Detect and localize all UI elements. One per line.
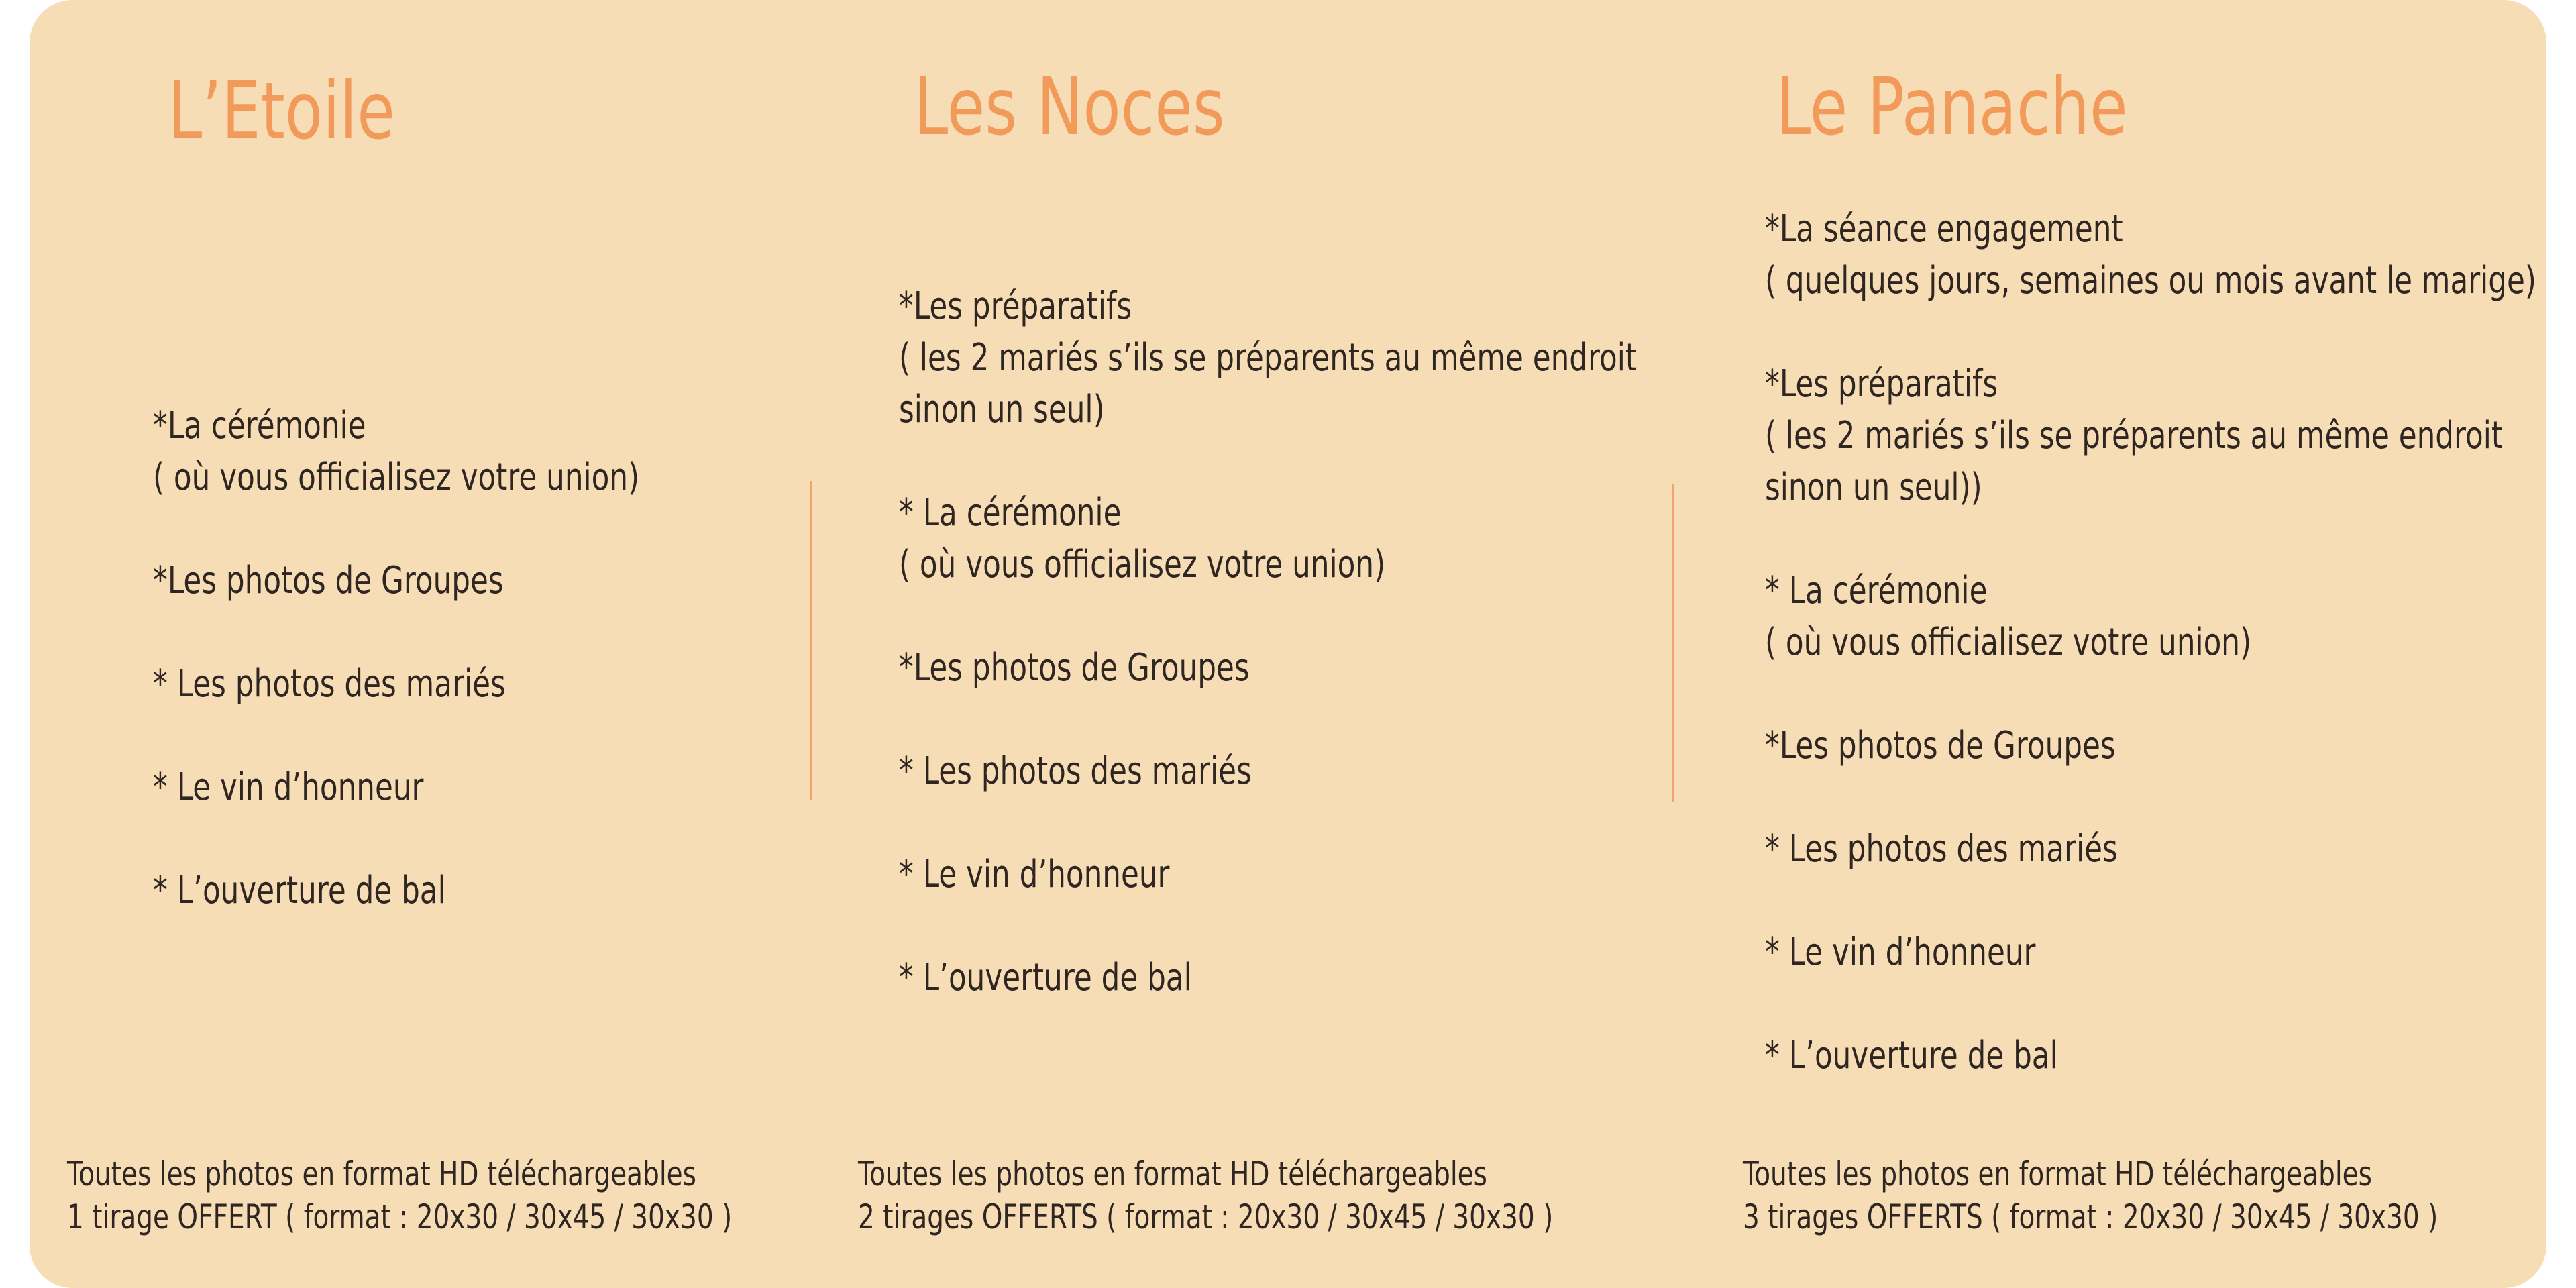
list-item	[899, 642, 1637, 694]
item-line: ( où vous officialisez votre union)	[153, 455, 640, 499]
item-line: *Les préparatifs	[899, 284, 1132, 328]
list-item	[153, 865, 639, 916]
list-item	[153, 761, 639, 813]
item-line: * L’ouverture de bal	[899, 956, 1192, 1000]
list-item	[1765, 720, 2536, 771]
item-line: * La cérémonie	[899, 491, 1122, 535]
column-divider	[1672, 484, 1674, 802]
item-line: * L’ouverture de bal	[1765, 1034, 2058, 1077]
package-footer-panache	[1743, 1152, 2438, 1238]
pricing-card	[30, 0, 2546, 1288]
package-footer-noces	[858, 1152, 1553, 1238]
package-footer-etoile	[67, 1152, 732, 1238]
package-items-panache	[1765, 203, 2546, 1133]
item-line: *Les photos de Groupes	[899, 646, 1250, 690]
item-line: sinon un seul)	[899, 388, 1105, 431]
item-line: ( où vous officialisez votre union)	[899, 543, 1386, 586]
item-line: ( les 2 mariés s’ils se préparents au même endroit	[899, 336, 1638, 380]
list-item	[1765, 358, 2536, 513]
item-line: *Les photos de Groupes	[153, 559, 504, 602]
item-line: * La cérémonie	[1765, 569, 1988, 612]
item-line: *Les préparatifs	[1765, 362, 1998, 406]
item-line: sinon un seul))	[1765, 466, 1982, 509]
item-line: * Le vin d’honneur	[1765, 930, 2036, 974]
list-item	[1765, 565, 2536, 668]
item-line: ( où vous officialisez votre union)	[1765, 621, 2252, 664]
list-item	[899, 849, 1637, 900]
item-line: * Le vin d’honneur	[153, 765, 424, 809]
package-title-panache: Le Panache	[1776, 60, 2128, 153]
footer-line: Toutes les photos en format HD téléchargeables	[67, 1155, 696, 1193]
list-item	[899, 745, 1637, 797]
list-item	[899, 952, 1637, 1004]
list-item	[153, 400, 639, 503]
column-divider	[810, 481, 812, 800]
item-line: *La séance engagement	[1765, 207, 2123, 251]
footer-line: 2 tirages OFFERTS ( format : 20x30 / 30x45 / 30x30 )	[858, 1197, 1554, 1236]
item-line: ( les 2 mariés s’ils se préparents au même endroit	[1765, 414, 2504, 458]
footer-line: 3 tirages OFFERTS ( format : 20x30 / 30x45 / 30x30 )	[1743, 1197, 2438, 1236]
item-line: * Les photos des mariés	[899, 749, 1252, 793]
list-item	[899, 487, 1637, 590]
package-title-noces: Les Noces	[914, 60, 1225, 153]
package-items-noces	[899, 280, 1845, 1055]
item-line: * Les photos des mariés	[153, 662, 506, 706]
item-line: * Les photos des mariés	[1765, 827, 2118, 871]
item-line: *La cérémonie	[153, 404, 366, 447]
package-title-etoile: L’Etoile	[168, 64, 395, 157]
list-item	[153, 658, 639, 710]
list-item	[1765, 926, 2536, 978]
footer-line: Toutes les photos en format HD téléchargeables	[1743, 1155, 2372, 1193]
footer-line: Toutes les photos en format HD téléchargeables	[858, 1155, 1487, 1193]
list-item	[1765, 823, 2536, 875]
item-line: *Les photos de Groupes	[1765, 724, 2116, 767]
package-items-etoile	[153, 400, 777, 968]
list-item	[153, 555, 639, 606]
item-line: * Le vin d’honneur	[899, 853, 1170, 896]
list-item	[899, 280, 1637, 435]
item-line: * L’ouverture de bal	[153, 869, 446, 912]
item-line: ( quelques jours, semaines ou mois avant le marige)	[1765, 259, 2536, 303]
list-item	[1765, 203, 2536, 307]
list-item	[1765, 1030, 2536, 1081]
footer-line: 1 tirage OFFERT ( format : 20x30 / 30x45 / 30x30 )	[67, 1197, 733, 1236]
